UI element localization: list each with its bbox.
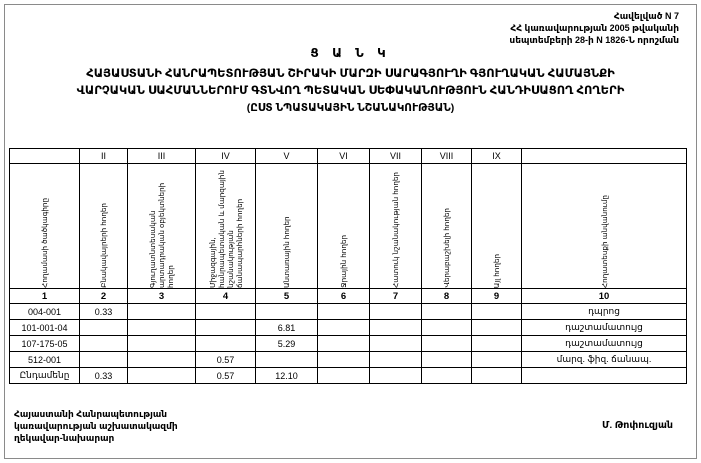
colnum-5: 5 — [256, 289, 318, 304]
cell-total-water — [318, 368, 370, 384]
colnum-4: 4 — [196, 289, 256, 304]
colnum-9: 9 — [472, 289, 522, 304]
roman-col-5: V — [256, 149, 318, 164]
header-cell-settlement — [80, 164, 128, 289]
cell-water — [318, 352, 370, 368]
table-roman-header-row — [10, 149, 687, 164]
cell-redistributable — [422, 336, 472, 352]
header-label-settlement: Բնակավայրերի հողեր — [99, 203, 108, 288]
table-row — [10, 304, 687, 320]
header-label-roads: Միջազգային, հանրապետական և մարզային նշանակության ճանապարհների հողեր — [207, 170, 244, 288]
cell-code: 107-175-05 — [10, 336, 80, 352]
cell-other — [472, 336, 522, 352]
cell-forest — [256, 304, 318, 320]
header-label-code: Հողամասի ծածկագիրը — [40, 198, 49, 288]
roman-col-1 — [10, 149, 80, 164]
subtitle-line-2: ՎԱՐՉԱԿԱՆ ՍԱՀՄԱՆՆԵՐՈՒՄ ԳՏՆՎՈՂ ՊԵՏԱԿԱՆ ՍԵՓԱԿԱՆՈՒԹՅՈՒՆ ՀԱՆԴԻՍԱՑՈՂ ՀՈՂԵՐԻ — [76, 85, 625, 97]
cell-settlement: 0.33 — [80, 304, 128, 320]
header-label-redistributable: Վերաբաշխելի հողեր — [442, 208, 451, 288]
signature-block-left — [14, 408, 178, 444]
appendix-line-3: սեպտեմբերի 28-ի N 1826-Ն որոշման — [509, 35, 679, 45]
cell-roads — [196, 304, 256, 320]
roman-col-2: II — [80, 149, 128, 164]
cell-special — [370, 304, 422, 320]
roman-col-8: VIII — [422, 149, 472, 164]
roman-col-6: VI — [318, 149, 370, 164]
cell-agro-objects — [128, 352, 196, 368]
land-registry-table — [9, 148, 686, 384]
header-label-landtype: Հողատեսքի անվանումը — [599, 195, 609, 288]
header-label-forest: Անտառային հողեր — [282, 216, 291, 288]
cell-other — [472, 304, 522, 320]
cell-agro-objects — [128, 304, 196, 320]
cell-water — [318, 320, 370, 336]
cell-special — [370, 352, 422, 368]
appendix-line-1: Հավելված N 7 — [613, 11, 679, 21]
cell-total-agro-objects — [128, 368, 196, 384]
cell-total-label: Ընդամենը — [10, 368, 80, 384]
roman-col-3: III — [128, 149, 196, 164]
signature-line-1: Հայաստանի Հանրապետության — [14, 409, 168, 419]
cell-total-roads: 0.57 — [196, 368, 256, 384]
cell-other — [472, 320, 522, 336]
colnum-10: 10 — [522, 289, 687, 304]
roman-col-4: IV — [196, 149, 256, 164]
cell-settlement — [80, 336, 128, 352]
cell-roads — [196, 336, 256, 352]
cell-landtype: դպրոց — [522, 304, 687, 320]
cell-landtype: մարզ. ֆիզ. ճանապ. — [522, 352, 687, 368]
cell-forest: 6.81 — [256, 320, 318, 336]
page-subtitle — [18, 66, 683, 117]
cell-agro-objects — [128, 336, 196, 352]
cell-water — [318, 304, 370, 320]
cell-settlement — [80, 352, 128, 368]
cell-water — [318, 336, 370, 352]
header-label-special: Հատուկ նշանակության հողեր — [391, 172, 400, 288]
cell-landtype: դաշտամատույց — [522, 320, 687, 336]
roman-col-7: VII — [370, 149, 422, 164]
cell-forest: 5.29 — [256, 336, 318, 352]
table-row — [10, 352, 687, 368]
cell-code: 512-001 — [10, 352, 80, 368]
cell-agro-objects — [128, 320, 196, 336]
signature-line-2: կառավարության աշխատակազմի — [14, 421, 178, 431]
signature-line-3: ղեկավար-նախարար — [14, 433, 115, 443]
cell-total-redistributable — [422, 368, 472, 384]
cell-code: 004-001 — [10, 304, 80, 320]
subtitle-line-1: ՀԱՅԱՍՏԱՆԻ ՀԱՆՐԱՊԵՏՈՒԹՅԱՆ ՇԻՐԱԿԻ ՄԱՐԶԻ ՍԱՐԱԳՅՈՒՂԻ ԳՅՈՒՂԱԿԱՆ ՀԱՄԱՅՆՔԻ — [86, 68, 615, 80]
header-label-water: Ջրային հողեր — [339, 235, 348, 288]
table-header-row — [10, 164, 687, 289]
header-cell-redistributable — [422, 164, 472, 289]
cell-total-settlement: 0.33 — [80, 368, 128, 384]
cell-redistributable — [422, 304, 472, 320]
cell-code: 101-001-04 — [10, 320, 80, 336]
cell-roads: 0.57 — [196, 352, 256, 368]
table-row — [10, 336, 687, 352]
page-title: Ց Ա Ն Կ — [310, 46, 391, 60]
header-cell-forest — [256, 164, 318, 289]
cell-redistributable — [422, 320, 472, 336]
cell-special — [370, 320, 422, 336]
appendix-line-2: ՀՀ կառավարության 2005 թվականի — [510, 23, 679, 33]
cell-settlement — [80, 320, 128, 336]
cell-special — [370, 336, 422, 352]
colnum-8: 8 — [422, 289, 472, 304]
colnum-2: 2 — [80, 289, 128, 304]
cell-landtype: դաշտամատույց — [522, 336, 687, 352]
signature-name: Մ. Թոփուզյան — [602, 420, 673, 431]
cell-roads — [196, 320, 256, 336]
cell-total-forest: 12.10 — [256, 368, 318, 384]
appendix-reference — [509, 10, 679, 46]
header-cell-water — [318, 164, 370, 289]
header-cell-roads — [196, 164, 256, 289]
colnum-6: 6 — [318, 289, 370, 304]
cell-total-landtype — [522, 368, 687, 384]
header-cell-special — [370, 164, 422, 289]
cell-total-special — [370, 368, 422, 384]
table-total-row — [10, 368, 687, 384]
cell-forest — [256, 352, 318, 368]
header-cell-agro-objects — [128, 164, 196, 289]
subtitle-line-3: (ԸՍՏ ՆՊԱՏԱԿԱՅԻՆ ՆՇԱՆԱԿՈՒԹՅԱՆ) — [246, 102, 455, 114]
table-row — [10, 320, 687, 336]
header-cell-landtype — [522, 164, 687, 289]
cell-total-other — [472, 368, 522, 384]
header-cell-other — [472, 164, 522, 289]
cell-redistributable — [422, 352, 472, 368]
roman-col-10 — [522, 149, 687, 164]
cell-other — [472, 352, 522, 368]
roman-col-9: IX — [472, 149, 522, 164]
header-label-other: Այլ հողեր — [492, 253, 501, 288]
table-number-row — [10, 289, 687, 304]
header-label-agro-objects: Գյուղատնտեսական արտադրական օբյեկտների հողեր — [148, 182, 175, 288]
header-cell-code — [10, 164, 80, 289]
colnum-7: 7 — [370, 289, 422, 304]
colnum-3: 3 — [128, 289, 196, 304]
colnum-1: 1 — [10, 289, 80, 304]
